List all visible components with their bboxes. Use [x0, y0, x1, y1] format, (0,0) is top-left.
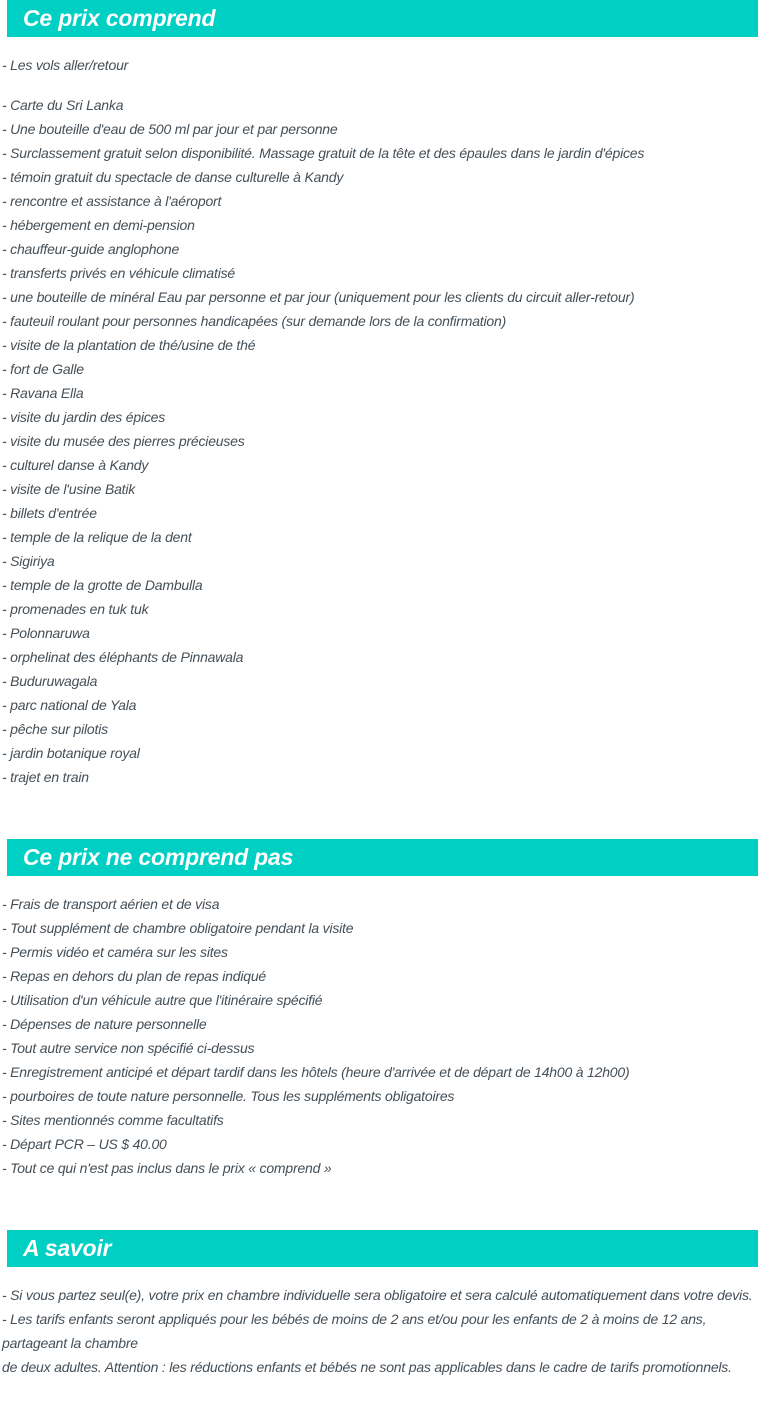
list-item: - Enregistrement anticipé et départ tardif dans les hôtels (heure d'arrivée et de départ de 14h00 à 12h00)	[2, 1064, 630, 1080]
list-item: - Carte du Sri Lanka	[2, 97, 124, 113]
list-item: - Dépenses de nature personnelle	[2, 1016, 207, 1032]
list-item: - jardin botanique royal	[2, 745, 140, 761]
list-item: - Permis vidéo et caméra sur les sites	[2, 944, 228, 960]
list-item: - Sigiriya	[2, 553, 55, 569]
list-item: - rencontre et assistance à l'aéroport	[2, 193, 222, 209]
list-item: - Buduruwagala	[2, 673, 98, 689]
list-item: - Frais de transport aérien et de visa	[2, 896, 220, 912]
list-item: - Repas en dehors du plan de repas indiqué	[2, 968, 267, 984]
list-item: - pêche sur pilotis	[2, 721, 108, 737]
list-item: - parc national de Yala	[2, 697, 137, 713]
list-item: - temple de la relique de la dent	[2, 529, 192, 545]
section-title-not-included: Ce prix ne comprend pas	[23, 844, 294, 870]
list-item: - visite de la plantation de thé/usine de thé	[2, 337, 256, 353]
list-item: - chauffeur-guide anglophone	[2, 241, 180, 257]
paragraph	[2, 93, 756, 789]
section-good-to-know	[0, 1230, 758, 1379]
list-item: - Surclassement gratuit selon disponibilité. Massage gratuit de la tête et des épaules dans le jardin d'épices	[2, 145, 645, 161]
section-title-included: Ce prix comprend	[23, 5, 216, 31]
paragraph	[2, 1283, 756, 1307]
list-item: - Ravana Ella	[2, 385, 84, 401]
list-item: - transferts privés en véhicule climatisé	[2, 265, 235, 281]
list-item: - Utilisation d'un véhicule autre que l'itinéraire spécifié	[2, 992, 323, 1008]
list-item: - billets d'entrée	[2, 505, 97, 521]
section-price-not-included	[0, 839, 758, 1180]
not-included-items-list	[0, 876, 758, 1180]
good-to-know-text	[0, 1267, 758, 1379]
list-item: - visite du musée des pierres précieuses	[2, 433, 245, 449]
section-header-not-included	[7, 839, 758, 876]
list-item: - Polonnaruwa	[2, 625, 90, 641]
section-title-good-to-know: A savoir	[23, 1235, 112, 1261]
list-item: - Les tarifs enfants seront appliqués pour les bébés de moins de 2 ans et/ou pour les enfants de 2 à moins de 12 ans, partageant la chambre	[2, 1311, 707, 1351]
list-item: - trajet en train	[2, 769, 89, 785]
list-item: - Tout supplément de chambre obligatoire pendant la visite	[2, 920, 354, 936]
list-item: - Si vous partez seul(e), votre prix en chambre individuelle sera obligatoire et sera calculé automatiquement dans votre devis.	[2, 1287, 753, 1303]
list-item: - Sites mentionnés comme facultatifs	[2, 1112, 224, 1128]
list-item: de deux adultes. Attention : les réductions enfants et bébés ne sont pas applicables dans le cadre de tarifs promotionnels.	[2, 1359, 732, 1375]
included-items-list	[0, 37, 758, 789]
list-item: - fauteuil roulant pour personnes handicapées (sur demande lors de la confirmation)	[2, 313, 507, 329]
list-item: - pourboires de toute nature personnelle. Tous les suppléments obligatoires	[2, 1088, 455, 1104]
paragraph	[2, 1307, 756, 1355]
paragraph	[2, 892, 756, 1180]
list-item: - fort de Galle	[2, 361, 84, 377]
section-header-good-to-know	[7, 1230, 758, 1267]
list-item: - visite de l'usine Batik	[2, 481, 136, 497]
paragraph	[2, 53, 756, 77]
list-item: - Tout autre service non spécifié ci-dessus	[2, 1040, 255, 1056]
list-item: - une bouteille de minéral Eau par personne et par jour (uniquement pour les clients du circuit aller-retour)	[2, 289, 635, 305]
list-item: - témoin gratuit du spectacle de danse culturelle à Kandy	[2, 169, 344, 185]
list-item: - temple de la grotte de Dambulla	[2, 577, 203, 593]
list-item: - promenades en tuk tuk	[2, 601, 149, 617]
list-item: - orphelinat des éléphants de Pinnawala	[2, 649, 244, 665]
paragraph	[2, 1355, 756, 1379]
list-item: - visite du jardin des épices	[2, 409, 166, 425]
list-item: - culturel danse à Kandy	[2, 457, 149, 473]
list-item: - Les vols aller/retour	[2, 57, 129, 73]
list-item: - Une bouteille d'eau de 500 ml par jour et par personne	[2, 121, 338, 137]
list-item: - Départ PCR – US $ 40.00	[2, 1136, 167, 1152]
list-item: - Tout ce qui n'est pas inclus dans le prix « comprend »	[2, 1160, 332, 1176]
list-item: - hébergement en demi-pension	[2, 217, 195, 233]
section-header-included	[7, 0, 758, 37]
